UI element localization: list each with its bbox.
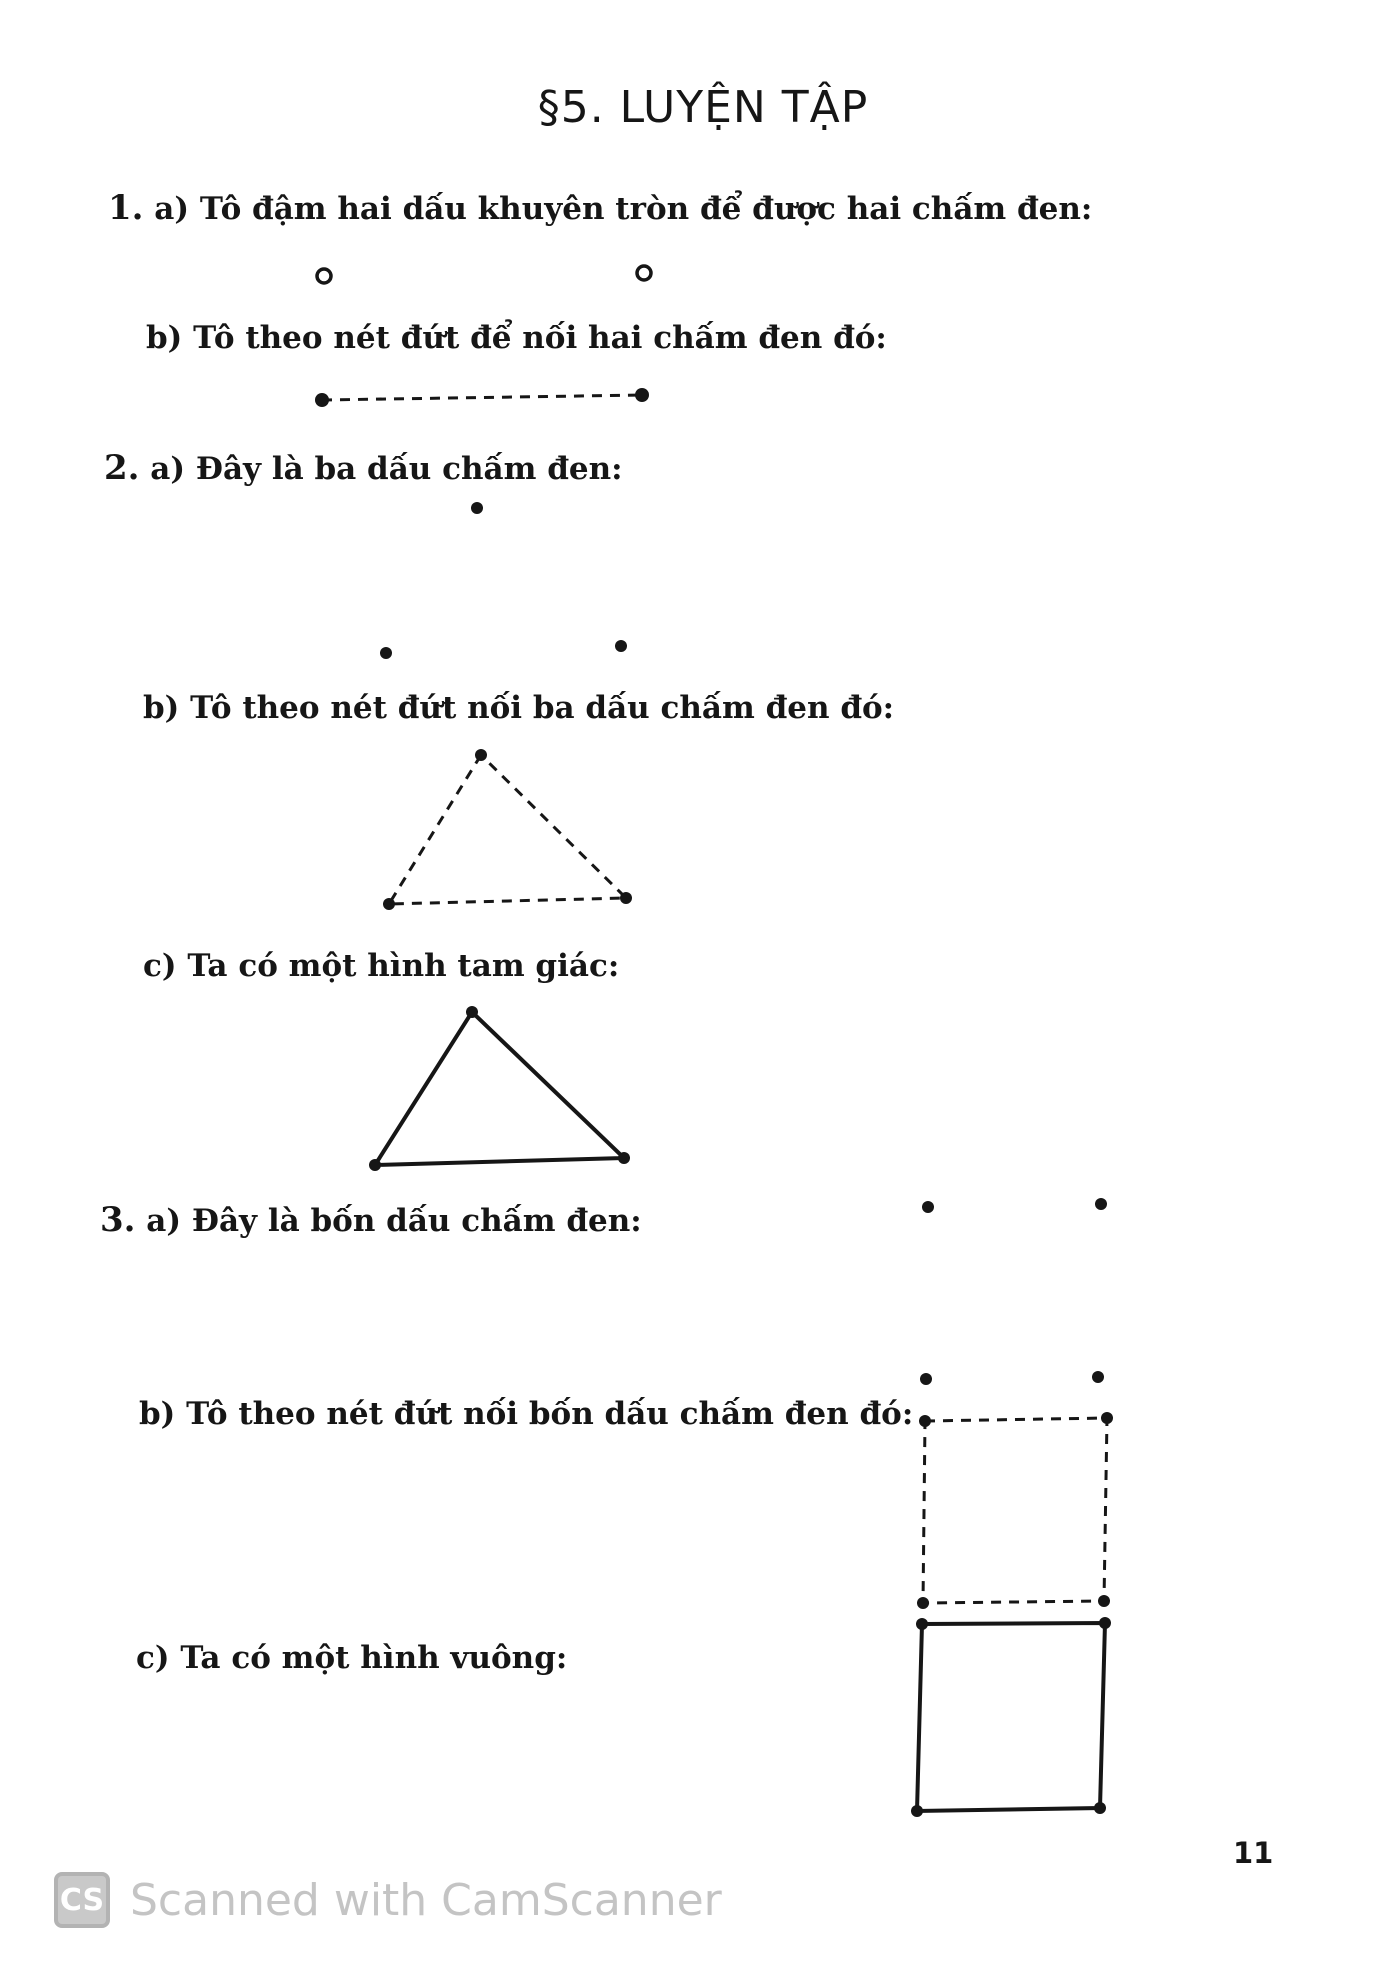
triangle: [375, 1012, 624, 1165]
black-dot: [1099, 1617, 1111, 1629]
dashed-line: [322, 395, 642, 400]
black-dot: [380, 647, 392, 659]
figure-3b-dashed-square: [917, 1412, 1113, 1609]
black-dot: [1098, 1595, 1110, 1607]
hollow-dot: [637, 266, 651, 280]
exercise-1-number: 1.: [108, 188, 144, 228]
hollow-dot: [317, 269, 331, 283]
black-dot: [911, 1805, 923, 1817]
scanner-watermark: [54, 1872, 722, 1928]
figure-2c-triangle: [369, 1006, 630, 1171]
black-dot: [916, 1618, 928, 1630]
black-dot: [471, 502, 483, 514]
exercise-1a-text: a) Tô đậm hai dấu khuyên tròn để được hai chấm đen:: [154, 191, 1093, 227]
page-number: 11: [1233, 1836, 1274, 1870]
figure-1a-hollow-dots: [317, 266, 651, 283]
exercise-3b-text: b) Tô theo nét đứt nối bốn dấu chấm đen đó:: [139, 1396, 914, 1432]
figure-2a-three-dots: [380, 502, 627, 659]
exercise-2-number: 2.: [104, 448, 140, 488]
exercise-3-number: 3.: [100, 1200, 136, 1240]
black-dot: [315, 393, 329, 407]
exercise-3a-text: a) Đây là bốn dấu chấm đen:: [146, 1203, 642, 1239]
black-dot: [922, 1201, 934, 1213]
square: [917, 1623, 1105, 1811]
black-dot: [475, 749, 487, 761]
figure-3c-square: [911, 1617, 1111, 1817]
exercise-2c-text: c) Ta có một hình tam giác:: [143, 948, 620, 984]
black-dot: [615, 640, 627, 652]
dashed-square: [923, 1418, 1107, 1603]
black-dot: [635, 388, 649, 402]
exercise-2b-text: b) Tô theo nét đứt nối ba dấu chấm đen đó:: [143, 690, 895, 726]
black-dot: [466, 1006, 478, 1018]
black-dot: [917, 1597, 929, 1609]
camscanner-logo-icon: CS: [54, 1872, 110, 1928]
black-dot: [1095, 1198, 1107, 1210]
black-dot: [919, 1415, 931, 1427]
figure-1b-dashed-segment: [315, 388, 649, 407]
dashed-triangle: [389, 755, 626, 904]
black-dot: [383, 898, 395, 910]
figure-2b-dashed-triangle: [383, 749, 632, 910]
watermark-text: Scanned with CamScanner: [130, 1874, 722, 1926]
figure-3a-four-dots: [920, 1198, 1107, 1385]
exercise-3c-text: c) Ta có một hình vuông:: [136, 1640, 568, 1676]
black-dot: [369, 1159, 381, 1171]
black-dot: [920, 1373, 932, 1385]
black-dot: [618, 1152, 630, 1164]
exercise-2a-text: a) Đây là ba dấu chấm đen:: [150, 451, 623, 487]
black-dot: [1092, 1371, 1104, 1383]
black-dot: [1101, 1412, 1113, 1424]
black-dot: [1094, 1802, 1106, 1814]
page-title: §5. LUYỆN TẬP: [537, 82, 869, 133]
exercise-1b-text: b) Tô theo nét đứt để nối hai chấm đen đó:: [146, 320, 887, 356]
black-dot: [620, 892, 632, 904]
